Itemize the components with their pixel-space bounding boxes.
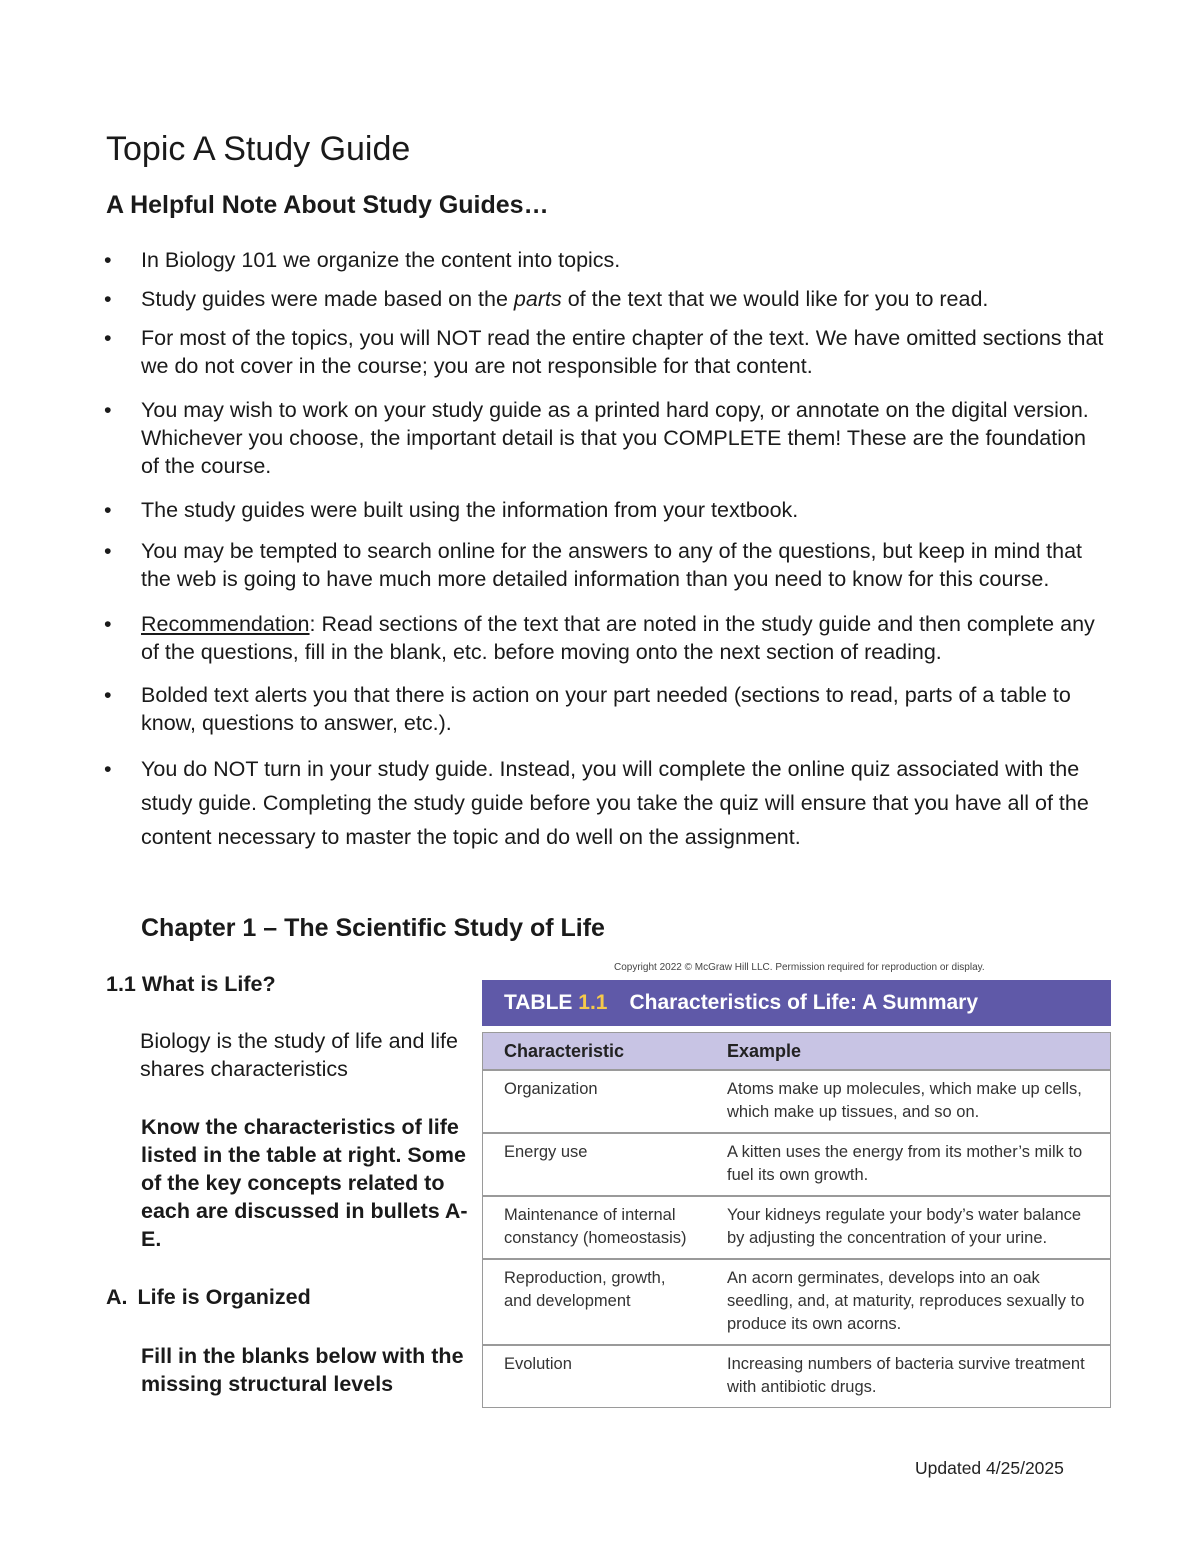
table-cell: Atoms make up molecules, which make up cells, which make up tissues, and so on. <box>706 1070 1111 1133</box>
table-cell: Increasing numbers of bacteria survive treatment with antibiotic drugs. <box>706 1345 1111 1408</box>
section-number-heading: 1.1 What is Life? <box>106 972 276 996</box>
section-heading: A Helpful Note About Study Guides… <box>106 191 549 219</box>
table-row <box>483 1259 1111 1345</box>
table-row <box>483 1196 1111 1259</box>
updated-date: Updated 4/25/2025 <box>915 1458 1064 1478</box>
list-item: • Recommendation: Read sections of the text that are noted in the study guide and then complete any of the questions, fill in the blank, etc. before moving onto the next section of reading. <box>104 610 1104 666</box>
subsection-heading: A. Life is Organized <box>106 1285 311 1309</box>
characteristics-table <box>482 980 1111 1408</box>
list-item: • You may wish to work on your study guide as a printed hard copy, or annotate on the digital version. Whichever you choose, the important detail is that you COMPLETE them! These are the foundation of the course. <box>104 396 1104 480</box>
column-header-characteristic: Characteristic <box>483 1033 707 1071</box>
intro-text: Biology is the study of life and life shares characteristics <box>140 1029 458 1081</box>
emphasis-text: parts <box>513 287 562 311</box>
table-row <box>483 1133 1111 1196</box>
table-cell: Energy use <box>483 1133 707 1196</box>
instruction-text: Know the characteristics of life listed in the table at right. Some of the key concepts related to each are discussed in bullets A-E. <box>141 1115 468 1251</box>
list-item: • You may be tempted to search online for the answers to any of the questions, but keep in mind that the web is going to have much more detailed information than you need to know for this course. <box>104 537 1104 593</box>
table-cell: Evolution <box>483 1345 707 1408</box>
table-cell: An acorn germinates, develops into an oak seedling, and, at maturity, reproduces sexually to produce its own acorns. <box>706 1259 1111 1345</box>
list-item: • The study guides were built using the information from your textbook. <box>104 496 1104 524</box>
table-cell: A kitten uses the energy from its mother’s milk to fuel its own growth. <box>706 1133 1111 1196</box>
list-item: • Study guides were made based on the parts of the text that we would like for you to read. <box>104 285 1104 313</box>
list-item: • Bolded text alerts you that there is action on your part needed (sections to read, parts of a table to know, questions to answer, etc.). <box>104 681 1104 737</box>
list-item: • For most of the topics, you will NOT read the entire chapter of the text. We have omitted sections that we do not cover in the course; you are not responsible for that content. <box>104 324 1104 380</box>
column-header-example: Example <box>706 1033 1111 1071</box>
table-row <box>483 1345 1111 1408</box>
notes-list <box>104 246 1104 854</box>
summary-table <box>482 1032 1111 1408</box>
chapter-heading: Chapter 1 – The Scientific Study of Life <box>141 914 605 942</box>
table-title: Characteristics of Life: A Summary <box>629 991 979 1014</box>
list-item: • In Biology 101 we organize the content into topics. <box>104 246 1104 274</box>
table-cell: Maintenance of internal constancy (homeostasis) <box>483 1196 707 1259</box>
table-header-row <box>483 1033 1111 1071</box>
copyright-note: Copyright 2022 © McGraw Hill LLC. Permission required for reproduction or display. <box>614 962 985 973</box>
table-row <box>483 1070 1111 1133</box>
table-header-bar <box>482 980 1111 1026</box>
list-item: • You do NOT turn in your study guide. Instead, you will complete the online quiz associated with the study guide. Completing the study guide before you take the quiz will ensure that you have all of the content necessary to master the topic and do well on the assignment. <box>104 752 1104 854</box>
table-cell: Your kidneys regulate your body’s water balance by adjusting the concentration of your urine. <box>706 1196 1111 1259</box>
recommendation-label: Recommendation <box>141 612 310 636</box>
table-cell: Reproduction, growth, and development <box>483 1259 707 1345</box>
fill-instruction: Fill in the blanks below with the missing structural levels <box>141 1344 464 1396</box>
page-title: Topic A Study Guide <box>106 130 411 168</box>
table-number: TABLE 1.1 <box>504 991 608 1014</box>
table-cell: Organization <box>483 1070 707 1133</box>
